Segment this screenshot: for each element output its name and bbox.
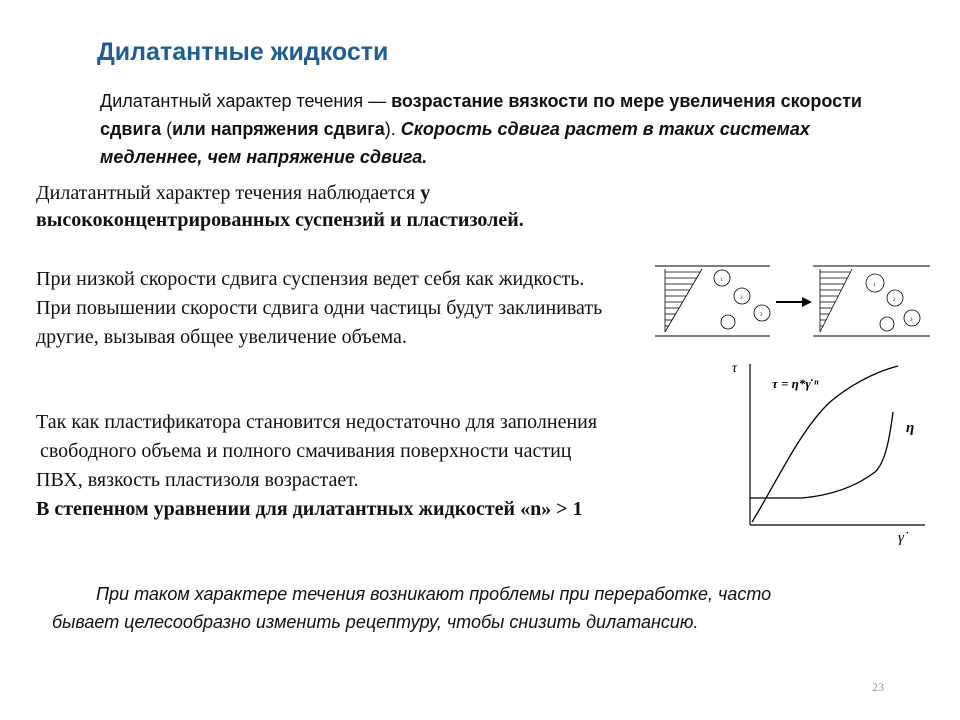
intro-text-1: Дилатантный характер течения — bbox=[100, 91, 392, 111]
shear-schematic bbox=[650, 258, 940, 348]
left-velocity-profile bbox=[665, 269, 702, 332]
body-paragraph-1 bbox=[36, 180, 676, 234]
y-axis-label: τ bbox=[732, 361, 738, 376]
particle-number: 2 bbox=[740, 296, 743, 301]
particle-number: 2 bbox=[893, 298, 896, 303]
page-number: 23 bbox=[872, 680, 884, 694]
intro-text-4: или напряжения сдвига bbox=[172, 119, 385, 139]
particle-number: 1 bbox=[873, 283, 876, 288]
body-paragraph-3 bbox=[36, 408, 736, 524]
flow-curve-graph bbox=[720, 350, 940, 550]
particle-circle bbox=[721, 315, 735, 329]
particle-number: 3 bbox=[760, 313, 763, 318]
footer-line-2: бывает целесообразно изменить рецептуру, чтобы снизить дилатансию. bbox=[52, 612, 699, 632]
equation-label: τ = η*γ̇ ⁿ bbox=[772, 376, 819, 391]
body3-line-3: ПВХ, вязкость пластизоля возрастает. bbox=[36, 469, 359, 491]
intro-text-2: возрастание вязкости по мере увеличения скорости сдвига bbox=[100, 91, 862, 139]
x-axis-label: γ̇ bbox=[898, 530, 904, 546]
viscosity-curve bbox=[750, 412, 893, 498]
intro-text-3: ( bbox=[161, 119, 173, 139]
particle-circle bbox=[880, 317, 894, 331]
right-velocity-profile bbox=[820, 269, 852, 332]
body1-text-1: Дилатантный характер течения наблюдается bbox=[36, 182, 421, 204]
transition-arrow-icon bbox=[776, 297, 812, 307]
body2-line-2: При повышении скорости сдвига одни частицы будут заклинивать другие, вызывая общее увеличение объема. bbox=[36, 297, 603, 348]
particle-number: 1 bbox=[720, 278, 723, 283]
body2-line-1: При низкой скорости сдвига суспензия ведет себя как жидкость. bbox=[36, 268, 585, 290]
intro-text-5: ). bbox=[384, 119, 401, 139]
eta-label: η bbox=[906, 420, 915, 436]
body3-line-2: свободного объема и полного смачивания поверхности частиц bbox=[40, 440, 572, 462]
body3-line-1: Так как пластификатора становится недостаточно для заполнения bbox=[36, 411, 598, 433]
body3-line-4: В степенном уравнении для дилатантных жидкостей «n» > 1 bbox=[36, 498, 583, 520]
body-paragraph-2 bbox=[36, 265, 636, 352]
body1-text-2: у высококонцентрированных суспензий и пластизолей. bbox=[36, 182, 524, 231]
intro-paragraph bbox=[100, 87, 880, 171]
footer-paragraph bbox=[52, 580, 932, 636]
footer-line-1: При таком характере течения возникают проблемы при переработке, часто bbox=[96, 584, 772, 604]
intro-text-6: Скорость сдвига растет в таких системах медленнее, чем напряжение сдвига. bbox=[100, 119, 810, 167]
slide-title: Дилатантные жидкости bbox=[97, 38, 389, 66]
particle-number: 3 bbox=[910, 318, 913, 323]
